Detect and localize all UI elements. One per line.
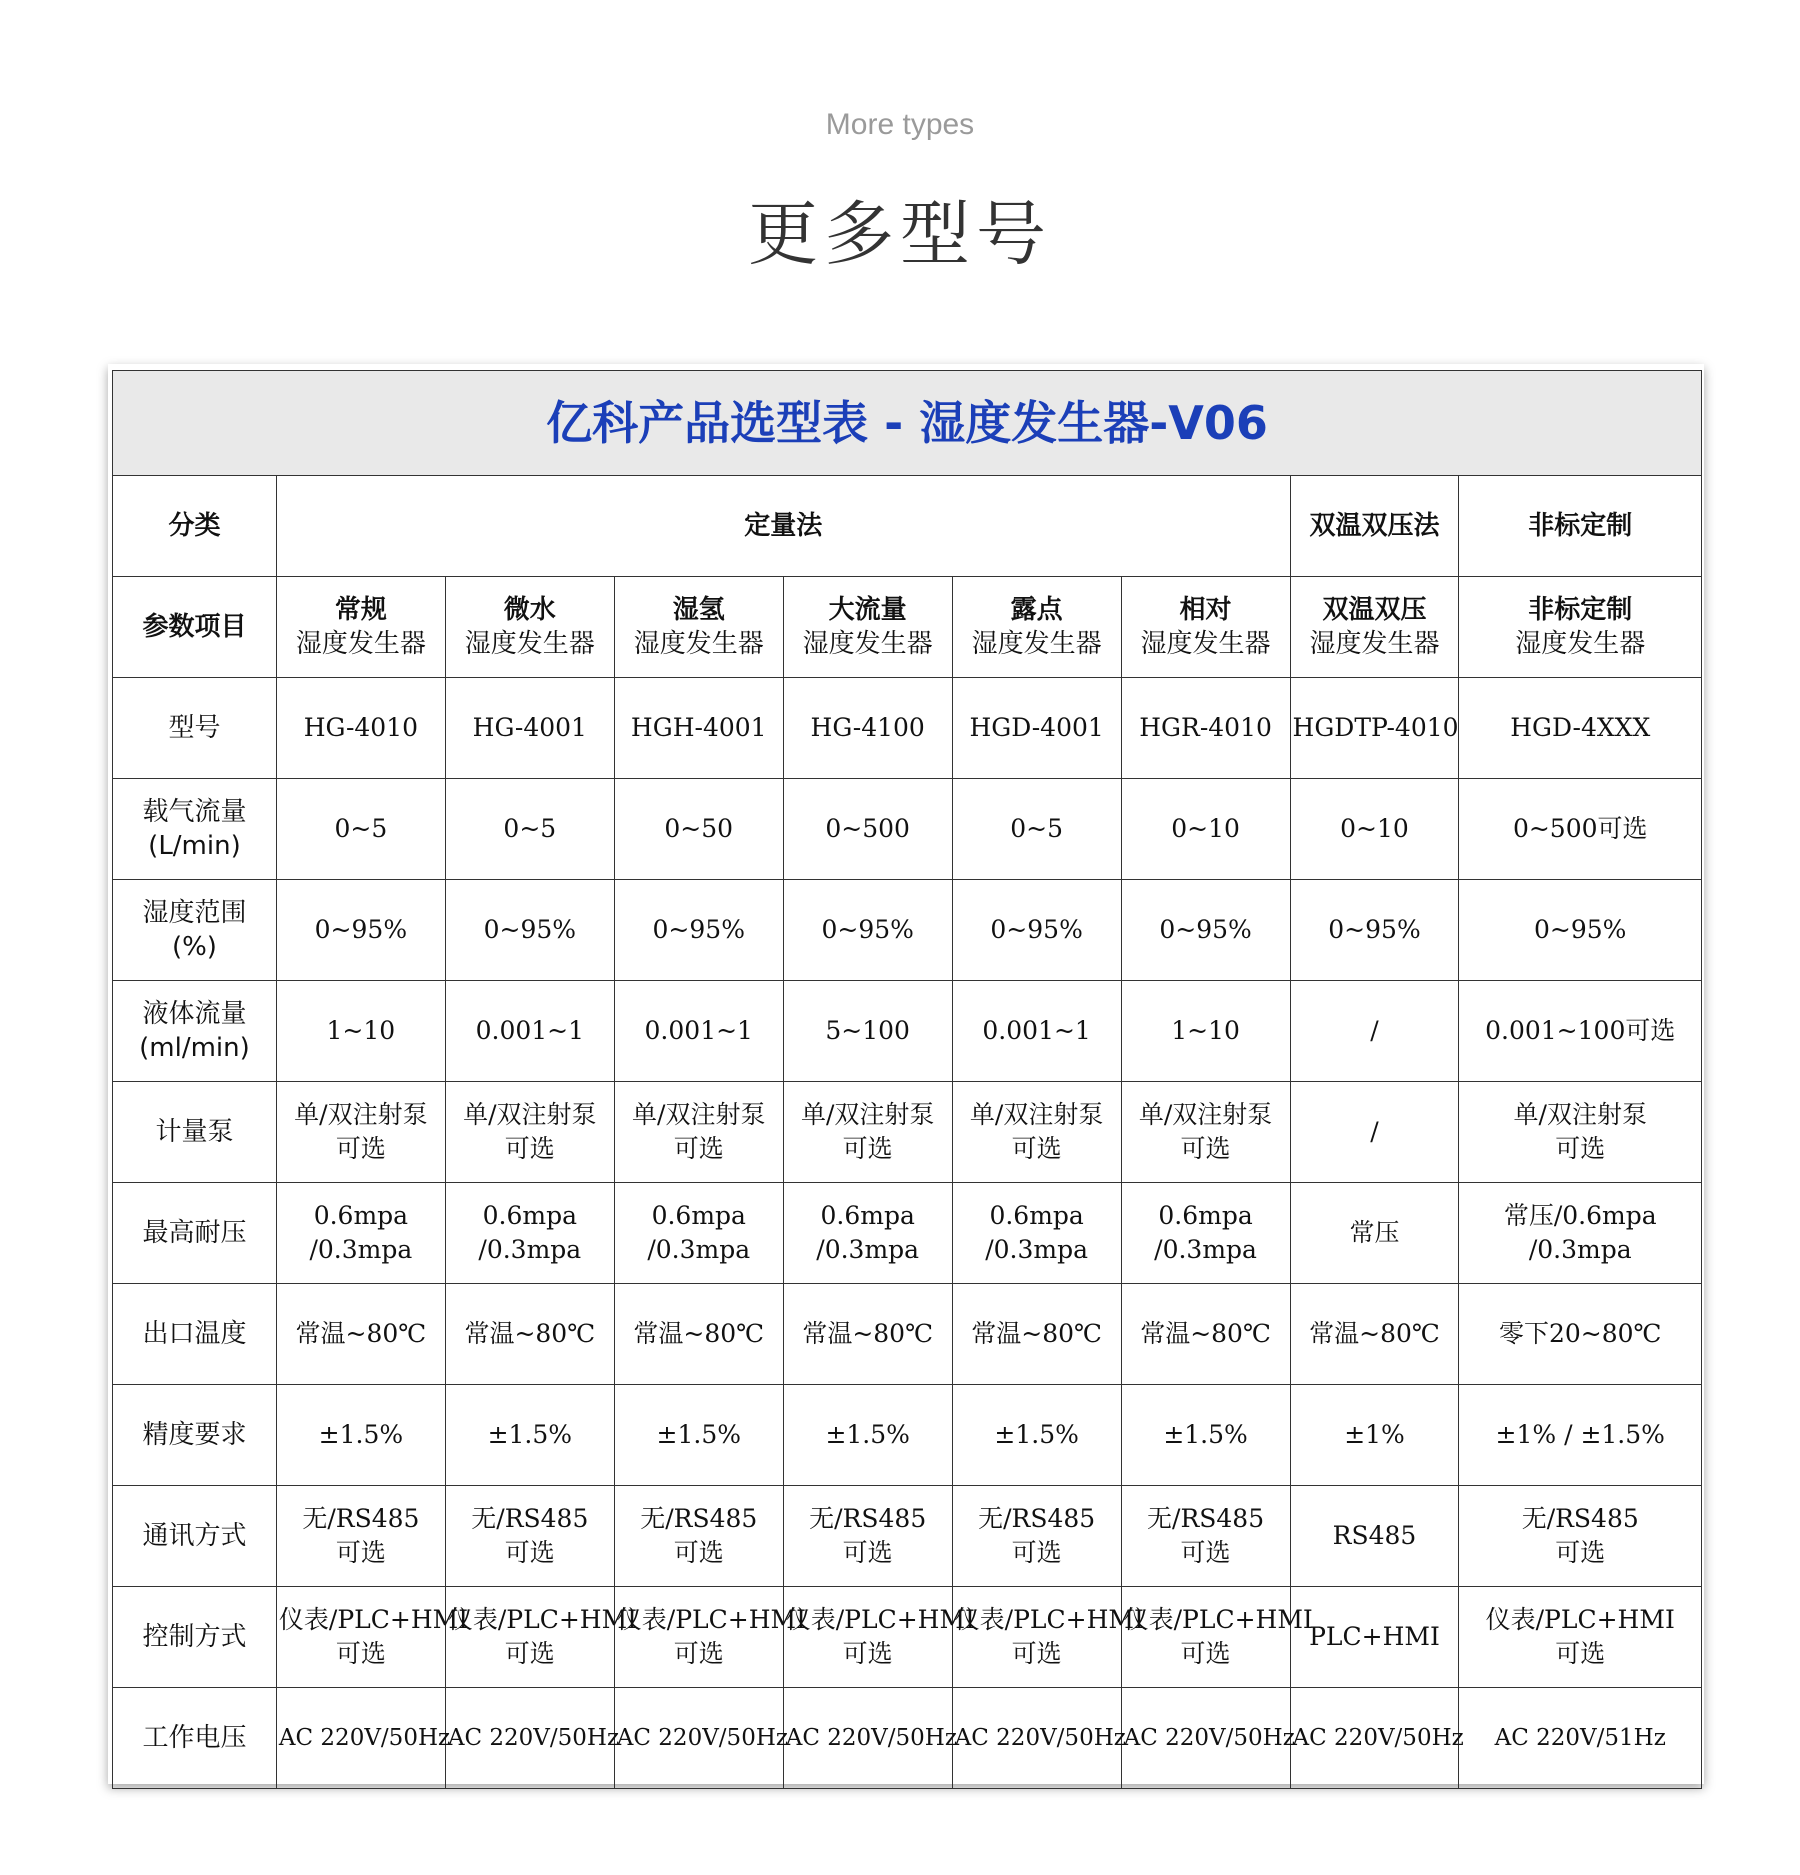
cell-line: 0~5	[1010, 814, 1063, 843]
table-cell	[614, 1284, 783, 1385]
table-cell	[614, 678, 783, 779]
cell-line: 常温~80℃	[1140, 1319, 1271, 1348]
table-cell	[445, 880, 614, 981]
cell-line: AC 220V/50Hz	[278, 1725, 451, 1751]
table-row	[113, 981, 1702, 1082]
table-cell	[1459, 1486, 1702, 1587]
table-cell	[1290, 1385, 1459, 1486]
table-cell	[276, 1486, 445, 1587]
table-cell	[783, 1486, 952, 1587]
cell-line: 常压/0.6mpa	[1503, 1201, 1657, 1230]
category-label: 分类	[113, 476, 277, 577]
table-cell	[1290, 880, 1459, 981]
row-label	[113, 1183, 277, 1284]
row-label-line: 控制方式	[142, 1622, 247, 1652]
table-row	[113, 1688, 1702, 1789]
row-label	[113, 1082, 277, 1183]
table-cell	[614, 1183, 783, 1284]
table-cell	[276, 1385, 445, 1486]
row-label-line: (ml/min)	[139, 1033, 250, 1063]
table-title-row	[113, 371, 1702, 476]
table-cell	[1290, 1587, 1459, 1688]
table-cell	[445, 779, 614, 880]
table-cell	[1459, 1082, 1702, 1183]
row-label	[113, 880, 277, 981]
cell-line: 仪表/PLC+HMI	[447, 1605, 638, 1634]
row-label	[113, 1486, 277, 1587]
table-cell	[1121, 880, 1290, 981]
cell-line: AC 220V/50Hz	[785, 1725, 957, 1751]
category-row	[113, 476, 1702, 577]
product-header	[952, 577, 1121, 678]
cell-line: AC 220V/50Hz	[954, 1725, 1126, 1751]
product-name: 湿氢	[672, 595, 725, 625]
cell-line: 可选	[1180, 1639, 1231, 1668]
cell-line: 可选	[1555, 1538, 1606, 1567]
cell-line: /0.3mpa	[478, 1235, 582, 1264]
cell-line: ±1% / ±1.5%	[1495, 1420, 1665, 1449]
table-cell	[614, 1385, 783, 1486]
cell-line: 无/RS485	[1147, 1504, 1265, 1533]
cell-line: 单/双注射泵	[800, 1100, 935, 1129]
cell-line: 可选	[1011, 1538, 1062, 1567]
row-label	[113, 981, 277, 1082]
cell-line: HGH-4001	[630, 713, 767, 742]
table-row	[113, 1082, 1702, 1183]
cell-line: 0~95%	[1159, 915, 1252, 944]
cell-line: AC 220V/50Hz	[616, 1725, 789, 1751]
cell-line: HG-4001	[472, 713, 587, 742]
cell-line: 单/双注射泵	[294, 1100, 428, 1129]
cell-line: 0~95%	[314, 915, 408, 944]
table-cell	[783, 779, 952, 880]
cell-line: HGDTP-4010	[1292, 713, 1459, 742]
cell-line: 0.001~1	[475, 1016, 585, 1045]
cell-line: 0.6mpa	[482, 1201, 577, 1230]
cell-line: ±1.5%	[825, 1420, 910, 1449]
table-cell	[1290, 1284, 1459, 1385]
cell-line: 0.001~1	[982, 1016, 1091, 1045]
row-label-line: 出口温度	[142, 1319, 247, 1349]
table-cell	[783, 1082, 952, 1183]
table-cell	[1290, 678, 1459, 779]
row-label	[113, 1587, 277, 1688]
table-cell	[1459, 678, 1702, 779]
table-cell	[1121, 779, 1290, 880]
table-row	[113, 1486, 1702, 1587]
table-cell	[1290, 981, 1459, 1082]
product-name: 相对	[1179, 595, 1232, 625]
row-label-line: 湿度范围	[142, 898, 247, 928]
page-subtitle: More types	[825, 108, 975, 141]
table-cell	[445, 1486, 614, 1587]
cell-line: 0~95%	[990, 915, 1083, 944]
cell-line: AC 220V/51Hz	[1494, 1725, 1666, 1751]
table-cell	[445, 1587, 638, 1688]
table-cell	[952, 1688, 1126, 1789]
table-cell	[445, 1082, 614, 1183]
category-dual-temp-pressure: 双温双压法	[1290, 476, 1459, 577]
cell-line: 无/RS485	[302, 1504, 420, 1533]
cell-line: 可选	[673, 1134, 724, 1163]
table-row	[113, 1183, 1702, 1284]
table-cell	[276, 678, 445, 779]
cell-line: 0~95%	[483, 915, 577, 944]
row-label-line: (%)	[171, 932, 217, 962]
cell-line: ±1.5%	[487, 1420, 573, 1449]
table-cell	[1121, 981, 1290, 1082]
category-quantitative: 定量法	[276, 476, 1290, 577]
product-header	[1459, 577, 1702, 678]
table-cell	[1459, 1284, 1702, 1385]
table-row	[113, 678, 1702, 779]
cell-line: 常温~80℃	[464, 1319, 596, 1348]
row-label-line: 计量泵	[155, 1117, 234, 1147]
cell-line: 0~5	[334, 814, 388, 843]
table-cell	[1459, 779, 1702, 880]
row-label	[113, 1284, 277, 1385]
table-cell	[1290, 1183, 1459, 1284]
table-row	[113, 779, 1702, 880]
cell-line: 可选	[1555, 1134, 1606, 1163]
product-name: 露点	[1010, 595, 1063, 625]
table-cell	[783, 981, 952, 1082]
cell-line: 0~95%	[652, 915, 745, 944]
product-header	[1121, 577, 1290, 678]
cell-line: 常温~80℃	[1309, 1319, 1440, 1348]
product-subtitle: 湿度发生器	[802, 629, 933, 659]
cell-line: 0~5	[503, 814, 557, 843]
table-cell	[614, 981, 783, 1082]
table-cell	[276, 1082, 445, 1183]
row-label-line: 工作电压	[142, 1723, 247, 1753]
cell-line: 单/双注射泵	[1138, 1100, 1273, 1129]
cell-line: 可选	[1180, 1134, 1231, 1163]
table-cell	[952, 981, 1121, 1082]
cell-line: 0.6mpa	[820, 1201, 915, 1230]
table-cell	[1121, 1587, 1313, 1688]
row-label-line: 液体流量	[142, 999, 247, 1029]
table-cell	[952, 1082, 1121, 1183]
table-cell	[783, 1284, 952, 1385]
product-header	[614, 577, 783, 678]
table-cell	[1290, 779, 1459, 880]
table-cell	[276, 779, 445, 880]
table-cell	[1290, 1082, 1459, 1183]
cell-line: 0~10	[1340, 814, 1409, 843]
table-cell	[445, 981, 614, 1082]
table-cell	[952, 1385, 1121, 1486]
cell-line: ±1.5%	[994, 1420, 1079, 1449]
cell-line: 常温~80℃	[971, 1319, 1102, 1348]
table-row	[113, 1284, 1702, 1385]
cell-line: HGD-4001	[969, 713, 1104, 742]
cell-line: 仪表/PLC+HMI	[785, 1605, 975, 1634]
table-cell	[1121, 1385, 1290, 1486]
table-cell	[1290, 1688, 1464, 1789]
table-cell	[783, 1385, 952, 1486]
table-cell	[276, 1587, 469, 1688]
cell-line: 仪表/PLC+HMI	[1485, 1605, 1675, 1634]
row-label-line: (L/min)	[148, 831, 241, 861]
product-subtitle: 湿度发生器	[1515, 629, 1646, 659]
table-cell	[445, 1385, 614, 1486]
table-row	[113, 1385, 1702, 1486]
table-cell	[614, 779, 783, 880]
cell-line: 可选	[842, 1639, 893, 1668]
cell-line: 0.001~100可选	[1485, 1016, 1676, 1045]
row-label	[113, 678, 277, 779]
table-cell	[276, 981, 445, 1082]
cell-line: ±1.5%	[656, 1420, 741, 1449]
product-subtitle: 湿度发生器	[1140, 629, 1271, 659]
table-cell	[445, 678, 614, 779]
cell-line: 仪表/PLC+HMI	[616, 1605, 806, 1634]
cell-line: 可选	[335, 1538, 386, 1567]
cell-line: PLC+HMI	[1309, 1622, 1440, 1651]
table-cell	[1121, 1183, 1290, 1284]
table-cell	[783, 880, 952, 981]
table-cell	[1459, 1183, 1702, 1284]
cell-line: /0.3mpa	[816, 1235, 920, 1264]
cell-line: 零下20~80℃	[1498, 1319, 1662, 1348]
table-cell	[783, 1183, 952, 1284]
table-cell	[1121, 1486, 1290, 1587]
table-cell	[1459, 981, 1702, 1082]
cell-line: HG-4010	[303, 713, 419, 742]
cell-line: 单/双注射泵	[1513, 1100, 1647, 1129]
cell-line: 单/双注射泵	[463, 1100, 597, 1129]
cell-line: AC 220V/50Hz	[447, 1725, 620, 1751]
cell-line: 常温~80℃	[633, 1319, 765, 1348]
page-title: 更多型号	[748, 193, 1052, 275]
cell-line: 可选	[673, 1538, 724, 1567]
table-cell	[783, 1688, 957, 1789]
row-label	[113, 1688, 277, 1789]
cell-line: 可选	[504, 1538, 555, 1567]
cell-line: 0.6mpa	[989, 1201, 1084, 1230]
product-subtitle: 湿度发生器	[295, 629, 426, 659]
cell-line: 1~10	[326, 1016, 396, 1045]
cell-line: ±1.5%	[1163, 1420, 1248, 1449]
cell-line: RS485	[1332, 1521, 1417, 1550]
cell-line: /0.3mpa	[1528, 1235, 1632, 1264]
row-label-line: 精度要求	[142, 1420, 247, 1450]
table-cell	[1121, 1284, 1290, 1385]
table-cell	[614, 880, 783, 981]
cell-line: 无/RS485	[471, 1504, 589, 1533]
cell-line: ±1.5%	[318, 1420, 404, 1449]
cell-line: /0.3mpa	[985, 1235, 1089, 1264]
cell-line: 无/RS485	[809, 1504, 927, 1533]
table-cell	[952, 880, 1121, 981]
cell-line: 仪表/PLC+HMI	[278, 1605, 469, 1634]
table-cell	[276, 1284, 445, 1385]
table-cell	[276, 880, 445, 981]
table-cell	[952, 1183, 1121, 1284]
cell-line: 可选	[673, 1639, 724, 1668]
product-header	[276, 577, 445, 678]
table-row	[113, 1587, 1702, 1688]
table-cell	[1121, 1082, 1290, 1183]
cell-line: 0~95%	[821, 915, 914, 944]
cell-line: 可选	[335, 1639, 386, 1668]
product-subtitle: 湿度发生器	[1309, 629, 1440, 659]
product-name: 常规	[334, 595, 387, 625]
cell-line: 0~50	[664, 814, 734, 843]
product-subtitle: 湿度发生器	[633, 629, 764, 659]
cell-line: 仪表/PLC+HMI	[954, 1605, 1144, 1634]
cell-line: 常压	[1349, 1218, 1400, 1247]
cell-line: 单/双注射泵	[632, 1100, 766, 1129]
cell-line: 仪表/PLC+HMI	[1123, 1605, 1313, 1634]
product-name: 微水	[503, 595, 556, 625]
table-cell	[1290, 1486, 1459, 1587]
product-name: 大流量	[828, 595, 907, 625]
product-name: 双温双压	[1322, 595, 1427, 625]
cell-line: /	[1370, 1117, 1379, 1146]
cell-line: 1~10	[1171, 1016, 1240, 1045]
table-cell	[783, 1587, 975, 1688]
cell-line: 常温~80℃	[295, 1319, 427, 1348]
cell-line: 可选	[504, 1134, 555, 1163]
cell-line: 0.6mpa	[1158, 1201, 1253, 1230]
cell-line: AC 220V/50Hz	[1123, 1725, 1295, 1751]
table-cell	[1121, 1688, 1295, 1789]
table-cell	[1459, 1385, 1702, 1486]
table-cell	[1121, 678, 1290, 779]
row-label	[113, 779, 277, 880]
table-cell	[445, 1688, 620, 1789]
cell-line: 可选	[504, 1639, 555, 1668]
table-cell	[445, 1284, 614, 1385]
row-label-line: 载气流量	[142, 797, 247, 827]
selection-table	[112, 370, 1702, 1789]
table-cell	[952, 678, 1121, 779]
product-header	[783, 577, 952, 678]
cell-line: 无/RS485	[640, 1504, 758, 1533]
cell-line: 可选	[842, 1538, 893, 1567]
table-cell	[276, 1688, 451, 1789]
table-cell	[952, 779, 1121, 880]
cell-line: 可选	[842, 1134, 893, 1163]
cell-line: /0.3mpa	[1154, 1235, 1257, 1264]
param-label: 参数项目	[113, 577, 277, 678]
cell-line: 可选	[1011, 1134, 1062, 1163]
cell-line: HGR-4010	[1139, 713, 1272, 742]
cell-line: HG-4100	[810, 713, 925, 742]
product-name: 非标定制	[1528, 595, 1633, 625]
row-label-line: 通讯方式	[142, 1521, 247, 1551]
table-cell	[276, 1183, 445, 1284]
cell-line: ±1%	[1344, 1420, 1405, 1449]
product-subtitle: 湿度发生器	[971, 629, 1102, 659]
row-label	[113, 1385, 277, 1486]
table-cell	[783, 678, 952, 779]
product-header	[1290, 577, 1459, 678]
cell-line: 可选	[1180, 1538, 1231, 1567]
table-cell	[614, 1688, 789, 1789]
product-subtitle: 湿度发生器	[464, 629, 595, 659]
table-row	[113, 880, 1702, 981]
table-cell	[1459, 1587, 1702, 1688]
table-title: 亿科产品选型表 - 湿度发生器-V06	[113, 371, 1702, 476]
table-cell	[1459, 1688, 1702, 1789]
cell-line: HGD-4XXX	[1510, 713, 1651, 742]
cell-line: 5~100	[825, 1016, 910, 1045]
cell-line: 0~95%	[1328, 915, 1421, 944]
table-cell	[614, 1486, 783, 1587]
cell-line: 0.6mpa	[313, 1201, 409, 1230]
cell-line: 无/RS485	[978, 1504, 1096, 1533]
cell-line: /	[1370, 1016, 1379, 1045]
product-header	[445, 577, 614, 678]
cell-line: 0~95%	[1534, 915, 1627, 944]
table-cell	[445, 1183, 614, 1284]
table-cell	[614, 1082, 783, 1183]
table-cell	[614, 1587, 806, 1688]
table-cell	[1459, 880, 1702, 981]
cell-line: 无/RS485	[1521, 1504, 1639, 1533]
cell-line: 单/双注射泵	[969, 1100, 1104, 1129]
cell-line: 0~10	[1171, 814, 1240, 843]
cell-line: /0.3mpa	[309, 1235, 413, 1264]
selection-table-card	[108, 364, 1704, 1784]
cell-line: 可选	[1011, 1639, 1062, 1668]
cell-line: 0.6mpa	[651, 1201, 746, 1230]
param-row	[113, 577, 1702, 678]
cell-line: 可选	[1555, 1639, 1606, 1668]
cell-line: /0.3mpa	[647, 1235, 751, 1264]
cell-line: 0.001~1	[644, 1016, 753, 1045]
cell-line: 0~500	[825, 814, 910, 843]
row-label-line: 最高耐压	[142, 1218, 247, 1248]
cell-line: 可选	[335, 1134, 386, 1163]
table-cell	[952, 1486, 1121, 1587]
table-cell	[952, 1284, 1121, 1385]
cell-line: 0~500可选	[1512, 814, 1648, 843]
cell-line: 常温~80℃	[802, 1319, 934, 1348]
table-cell	[952, 1587, 1144, 1688]
cell-line: AC 220V/50Hz	[1292, 1725, 1464, 1751]
category-custom: 非标定制	[1459, 476, 1702, 577]
row-label-line: 型号	[168, 713, 221, 743]
